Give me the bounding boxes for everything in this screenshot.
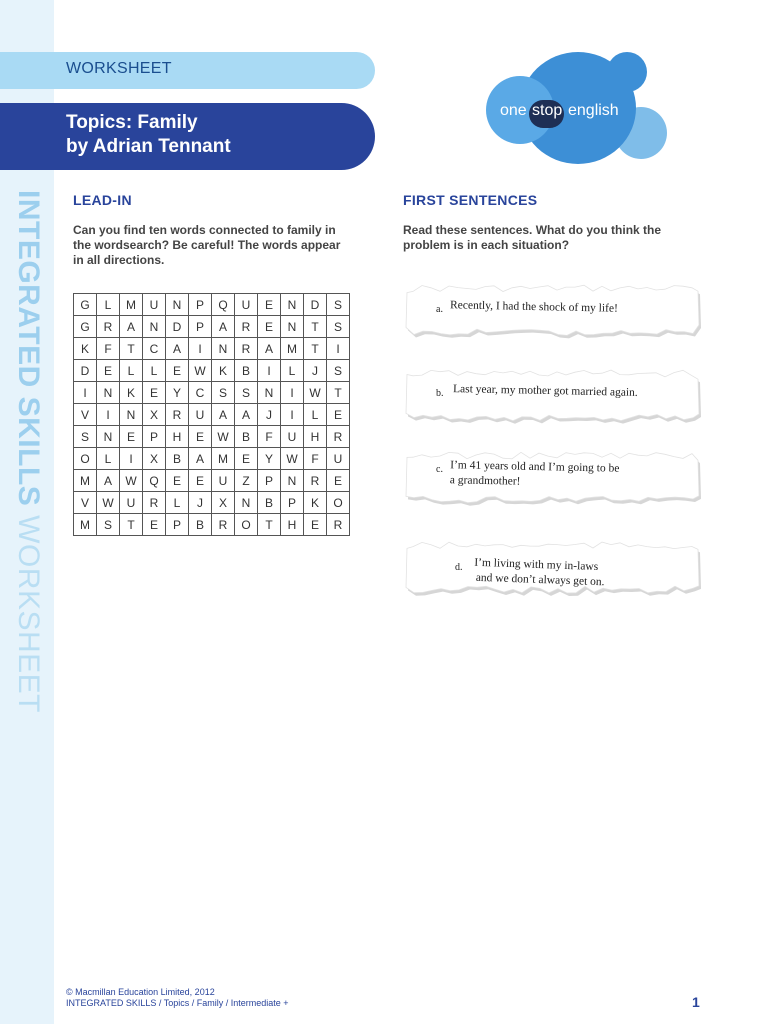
wordsearch-cell: S — [327, 294, 350, 316]
wordsearch-cell: S — [327, 360, 350, 382]
wordsearch-cell: P — [143, 426, 166, 448]
wordsearch-cell: R — [166, 404, 189, 426]
wordsearch-cell: A — [258, 338, 281, 360]
wordsearch-cell: K — [74, 338, 97, 360]
wordsearch-cell: I — [258, 360, 281, 382]
wordsearch-cell: E — [97, 360, 120, 382]
lead-in-heading: LEAD-IN — [73, 192, 132, 208]
wordsearch-cell: D — [304, 294, 327, 316]
wordsearch-cell: L — [281, 360, 304, 382]
wordsearch-cell: R — [327, 514, 350, 536]
wordsearch-cell: B — [189, 514, 212, 536]
worksheet-label: WORKSHEET — [66, 60, 172, 77]
wordsearch-cell: M — [74, 470, 97, 492]
copyright: © Macmillan Education Limited, 2012 — [66, 987, 215, 997]
wordsearch-cell: E — [120, 426, 143, 448]
sidebar-title-light: WORKSHEET — [12, 515, 45, 713]
wordsearch-cell: U — [327, 448, 350, 470]
wordsearch-cell: W — [120, 470, 143, 492]
wordsearch-cell: F — [97, 338, 120, 360]
wordsearch-cell: B — [235, 360, 258, 382]
wordsearch-cell: R — [235, 338, 258, 360]
first-sentences-heading: FIRST SENTENCES — [403, 192, 538, 208]
wordsearch-cell: O — [235, 514, 258, 536]
title-band — [0, 103, 375, 170]
logo-english: english — [568, 102, 619, 119]
wordsearch-cell: G — [74, 294, 97, 316]
wordsearch-cell: N — [166, 294, 189, 316]
wordsearch-cell: W — [212, 426, 235, 448]
wordsearch-cell: G — [74, 316, 97, 338]
lead-in-line: in all directions. — [73, 253, 165, 267]
wordsearch-cell: F — [304, 448, 327, 470]
wordsearch-cell: H — [281, 514, 304, 536]
wordsearch-row — [74, 382, 350, 404]
wordsearch-cell: N — [97, 382, 120, 404]
wordsearch-cell: I — [281, 382, 304, 404]
wordsearch-cell: M — [281, 338, 304, 360]
wordsearch-cell: U — [281, 426, 304, 448]
wordsearch-cell: W — [281, 448, 304, 470]
wordsearch-cell: L — [97, 448, 120, 470]
wordsearch-cell: O — [74, 448, 97, 470]
wordsearch-cell: P — [258, 470, 281, 492]
wordsearch-cell: M — [120, 294, 143, 316]
wordsearch-cell: T — [120, 514, 143, 536]
wordsearch-row — [74, 470, 350, 492]
note-letter: c. — [436, 464, 443, 475]
wordsearch-cell: U — [143, 294, 166, 316]
wordsearch-cell: A — [97, 470, 120, 492]
wordsearch-cell: T — [327, 382, 350, 404]
note-text-line: Last year, my mother got married again. — [452, 383, 638, 399]
wordsearch-row — [74, 316, 350, 338]
wordsearch-cell: Q — [212, 294, 235, 316]
footer-breadcrumb: INTEGRATED SKILLS / Topics / Family / Intermediate + — [66, 998, 289, 1008]
lead-in-line: the wordsearch? Be careful! The words appear — [73, 238, 341, 252]
wordsearch-cell: U — [189, 404, 212, 426]
wordsearch-cell: N — [281, 470, 304, 492]
wordsearch-row — [74, 448, 350, 470]
wordsearch-cell: C — [143, 338, 166, 360]
wordsearch-cell: X — [212, 492, 235, 514]
lead-in-text — [73, 223, 340, 268]
wordsearch-cell: L — [166, 492, 189, 514]
wordsearch-cell: K — [120, 382, 143, 404]
wordsearch-cell: P — [189, 316, 212, 338]
wordsearch-cell: S — [327, 316, 350, 338]
wordsearch-cell: P — [189, 294, 212, 316]
wordsearch-cell: B — [258, 492, 281, 514]
wordsearch-cell: A — [212, 316, 235, 338]
lead-in-line: Can you find ten words connected to family in — [73, 223, 336, 237]
first-sentences-line: problem is in each situation? — [403, 238, 570, 252]
wordsearch-cell: F — [258, 426, 281, 448]
wordsearch-cell: H — [166, 426, 189, 448]
wordsearch-cell: S — [212, 382, 235, 404]
wordsearch-cell: V — [74, 404, 97, 426]
wordsearch-cell: L — [120, 360, 143, 382]
wordsearch-cell: R — [327, 426, 350, 448]
wordsearch-cell: W — [189, 360, 212, 382]
wordsearch-row — [74, 338, 350, 360]
wordsearch-row — [74, 426, 350, 448]
note-letter: b. — [436, 388, 444, 399]
wordsearch-cell: N — [212, 338, 235, 360]
wordsearch-row — [74, 360, 350, 382]
wordsearch-cell: R — [304, 470, 327, 492]
sentence-note — [403, 540, 701, 594]
wordsearch-cell: E — [143, 382, 166, 404]
note-text-line: I’m living with my in-laws — [474, 556, 599, 574]
wordsearch-cell: H — [304, 426, 327, 448]
wordsearch-cell: J — [304, 360, 327, 382]
wordsearch-cell: E — [189, 426, 212, 448]
wordsearch-cell: I — [189, 338, 212, 360]
wordsearch-cell: B — [235, 426, 258, 448]
wordsearch-cell: N — [143, 316, 166, 338]
wordsearch-cell: L — [304, 404, 327, 426]
wordsearch-cell: W — [304, 382, 327, 404]
wordsearch-cell: C — [189, 382, 212, 404]
wordsearch-cell: N — [281, 294, 304, 316]
wordsearch-cell: K — [212, 360, 235, 382]
wordsearch-cell: N — [235, 492, 258, 514]
wordsearch-cell: L — [97, 294, 120, 316]
wordsearch-cell: X — [143, 404, 166, 426]
wordsearch-cell: P — [166, 514, 189, 536]
wordsearch-cell: I — [327, 338, 350, 360]
sidebar-title — [11, 190, 45, 713]
wordsearch-cell: E — [258, 294, 281, 316]
wordsearch-cell: E — [304, 514, 327, 536]
wordsearch-cell: W — [97, 492, 120, 514]
wordsearch-cell: S — [235, 382, 258, 404]
note-text — [450, 458, 620, 492]
wordsearch-row — [74, 514, 350, 536]
wordsearch-cell: R — [212, 514, 235, 536]
wordsearch-cell: N — [281, 316, 304, 338]
wordsearch-row — [74, 492, 350, 514]
first-sentences-line: Read these sentences. What do you think the — [403, 223, 662, 237]
wordsearch-row — [74, 404, 350, 426]
logo-one: one — [500, 102, 527, 119]
torn-paper-icon — [403, 368, 707, 432]
wordsearch-cell: Q — [143, 470, 166, 492]
wordsearch-cell: E — [189, 470, 212, 492]
wordsearch-cell: A — [120, 316, 143, 338]
wordsearch-cell: N — [120, 404, 143, 426]
wordsearch-cell: E — [327, 404, 350, 426]
wordsearch-cell: U — [212, 470, 235, 492]
note-text-line: Recently, I had the shock of my life! — [449, 299, 618, 315]
wordsearch-cell: E — [235, 448, 258, 470]
page-title: Topics: Family — [66, 112, 198, 133]
wordsearch-cell: I — [281, 404, 304, 426]
wordsearch-cell: T — [258, 514, 281, 536]
wordsearch-cell: V — [74, 492, 97, 514]
note-letter: d. — [455, 562, 463, 573]
sidebar-title-bold: INTEGRATED SKILLS — [12, 190, 45, 507]
wordsearch-cell: D — [166, 316, 189, 338]
wordsearch-cell: X — [143, 448, 166, 470]
wordsearch-cell: L — [143, 360, 166, 382]
wordsearch-cell: A — [235, 404, 258, 426]
wordsearch-cell: N — [97, 426, 120, 448]
wordsearch-cell: R — [235, 316, 258, 338]
note-text-line: I’m 41 years old and I’m going to be — [450, 459, 620, 475]
wordsearch-cell: E — [166, 470, 189, 492]
note-text — [474, 556, 606, 591]
note-text-line: and we don’t always get on. — [475, 571, 605, 589]
sentence-note — [403, 450, 701, 504]
wordsearch-cell: E — [327, 470, 350, 492]
wordsearch-cell: R — [97, 316, 120, 338]
wordsearch-cell: E — [258, 316, 281, 338]
wordsearch-cell: A — [212, 404, 235, 426]
wordsearch-cell: P — [281, 492, 304, 514]
wordsearch-cell: B — [166, 448, 189, 470]
wordsearch-cell: R — [143, 492, 166, 514]
wordsearch-cell: E — [166, 360, 189, 382]
page-number: 1 — [692, 994, 700, 1010]
wordsearch-cell: E — [143, 514, 166, 536]
wordsearch-row — [74, 294, 350, 316]
wordsearch-cell: J — [258, 404, 281, 426]
wordsearch-cell: Y — [166, 382, 189, 404]
worksheet-band — [0, 52, 375, 89]
wordsearch-cell: A — [189, 448, 212, 470]
logo-stop: stop — [532, 102, 563, 119]
wordsearch-cell: T — [120, 338, 143, 360]
wordsearch-cell: T — [304, 316, 327, 338]
page-author: by Adrian Tennant — [66, 136, 231, 157]
wordsearch-cell: I — [97, 404, 120, 426]
footer — [66, 987, 289, 1009]
wordsearch-cell: U — [120, 492, 143, 514]
wordsearch-cell: M — [212, 448, 235, 470]
wordsearch-cell: S — [74, 426, 97, 448]
note-letter: a. — [436, 304, 443, 315]
sentence-note — [403, 283, 701, 337]
wordsearch-cell: Z — [235, 470, 258, 492]
first-sentences-text — [403, 223, 661, 253]
wordsearch-grid — [73, 293, 350, 536]
wordsearch-cell: J — [189, 492, 212, 514]
wordsearch-cell: S — [97, 514, 120, 536]
wordsearch-cell: O — [327, 492, 350, 514]
wordsearch-cell: Y — [258, 448, 281, 470]
sentence-note — [403, 368, 701, 422]
wordsearch-cell: T — [304, 338, 327, 360]
note-text-line: a grandmother! — [449, 474, 521, 488]
wordsearch-cell: N — [258, 382, 281, 404]
wordsearch-cell: A — [166, 338, 189, 360]
wordsearch-cell: D — [74, 360, 97, 382]
wordsearch-cell: I — [74, 382, 97, 404]
wordsearch-cell: U — [235, 294, 258, 316]
wordsearch-cell: K — [304, 492, 327, 514]
wordsearch-cell: M — [74, 514, 97, 536]
wordsearch-cell: I — [120, 448, 143, 470]
